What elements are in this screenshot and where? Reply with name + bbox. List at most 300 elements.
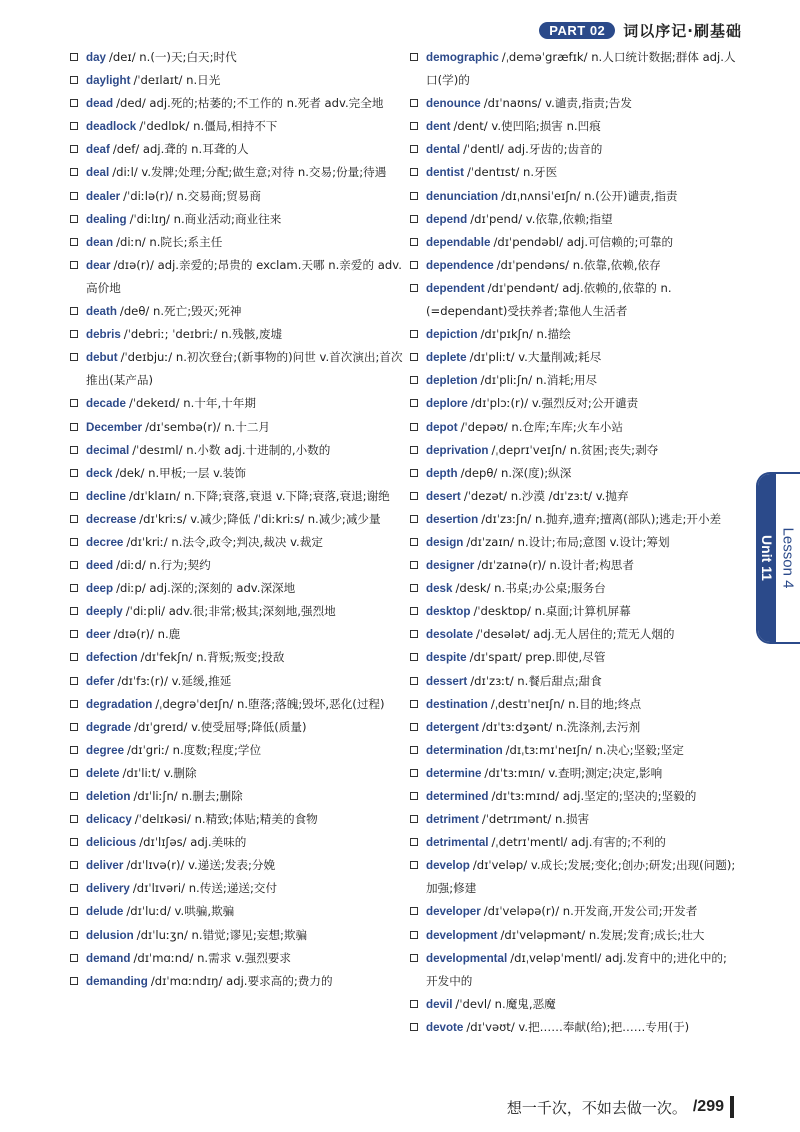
checkbox-icon[interactable] — [70, 792, 78, 800]
vocab-word: demand — [86, 951, 131, 965]
page-footer — [507, 1096, 734, 1118]
vocab-word: demographic — [426, 51, 499, 64]
checkbox-icon[interactable] — [410, 492, 418, 500]
vocab-entry — [70, 924, 406, 947]
checkbox-icon[interactable] — [410, 954, 418, 962]
checkbox-icon[interactable] — [70, 145, 78, 153]
vocab-definition: /dɪˈplɔː(r)/ v.强烈反对;公开谴责 — [470, 396, 639, 411]
vocab-definition: /dɪˈveləpmənt/ n.发展;发育;成长;壮大 — [500, 927, 705, 942]
checkbox-icon[interactable] — [410, 538, 418, 546]
vocab-definition: /dɪˌtɜːmɪˈneɪʃn/ n.决心;坚毅;坚定 — [505, 742, 684, 757]
vocab-entry — [410, 924, 736, 947]
vocab-definition: /dɪˈliːʃn/ n.删去;删除 — [133, 789, 243, 803]
vocab-definition: /dɪˈlɪvə(r)/ v.递送;发表;分娩 — [126, 858, 276, 873]
checkbox-icon[interactable] — [410, 469, 418, 477]
checkbox-icon[interactable] — [410, 261, 418, 269]
checkbox-icon[interactable] — [410, 907, 418, 915]
checkbox-icon[interactable] — [70, 723, 78, 731]
vocab-entry — [70, 92, 406, 115]
vocab-entry — [70, 623, 406, 646]
part-badge: PART 02 — [539, 22, 615, 39]
checkbox-icon[interactable] — [70, 192, 78, 200]
vocab-definition: /dɪˈspaɪt/ prep.即使,尽管 — [469, 650, 606, 665]
checkbox-icon[interactable] — [70, 538, 78, 546]
vocab-entry — [410, 947, 736, 993]
vocab-word: dead — [86, 97, 114, 111]
checkbox-icon[interactable] — [70, 76, 78, 84]
vocab-entry — [410, 185, 736, 208]
checkbox-icon[interactable] — [70, 954, 78, 962]
vocab-definition: /dɪˈzɜːt/ n.餐后甜点;甜食 — [470, 673, 602, 688]
vocab-word: dental — [426, 143, 461, 157]
checkbox-icon[interactable] — [410, 700, 418, 708]
vocab-word: dessert — [426, 674, 468, 688]
vocab-definition: /dɪˈpendəns/ n.依靠,依赖,依存 — [496, 257, 661, 272]
checkbox-icon[interactable] — [70, 122, 78, 130]
checkbox-icon[interactable] — [410, 653, 418, 661]
vocab-word: death — [86, 305, 117, 319]
vocab-definition: /dɪˈzaɪn/ n.设计;布局;意图 v.设计;筹划 — [466, 534, 670, 549]
vocab-definition: /dek/ n.甲板;一层 v.装饰 — [115, 465, 246, 480]
vocab-entry — [410, 785, 736, 808]
vocab-entry — [70, 138, 406, 161]
vocab-word: determine — [426, 766, 482, 780]
vocab-word: daylight — [86, 74, 131, 88]
checkbox-icon[interactable] — [70, 653, 78, 661]
checkbox-icon[interactable] — [70, 330, 78, 338]
vocab-definition: /dɪˈsembə(r)/ n.十二月 — [145, 419, 271, 434]
vocab-word: deliver — [86, 859, 124, 873]
vocab-definition: /ˈdedlɒk/ n.僵局,相持不下 — [139, 119, 278, 134]
vocab-word: develop — [426, 859, 470, 873]
checkbox-icon[interactable] — [70, 907, 78, 915]
vocab-entry — [70, 485, 406, 508]
checkbox-icon[interactable] — [70, 815, 78, 823]
vocab-definition: /deθ/ n.死亡;毁灭;死神 — [119, 304, 242, 319]
vocab-entry — [410, 138, 736, 161]
checkbox-icon[interactable] — [410, 607, 418, 615]
vocab-word: dear — [86, 258, 111, 272]
page-number: /299 — [692, 1098, 724, 1115]
vocab-word: deplete — [426, 351, 467, 365]
vocab-word: dealing — [86, 212, 127, 226]
checkbox-icon[interactable] — [410, 1023, 418, 1031]
checkbox-icon[interactable] — [410, 330, 418, 338]
vocab-definition: /ˈdiːlɪŋ/ n.商业活动;商业往来 — [129, 211, 282, 226]
checkbox-icon[interactable] — [70, 99, 78, 107]
vocab-entry — [410, 531, 736, 554]
vocab-entry — [410, 646, 736, 669]
checkbox-icon[interactable] — [410, 1000, 418, 1008]
checkbox-icon[interactable] — [70, 399, 78, 407]
vocab-definition: /dɪˈtɜːmɪnd/ adj.坚定的;坚决的;坚毅的 — [491, 789, 697, 803]
vocab-definition: /ˈdelɪkəsi/ n.精致;体贴;精美的食物 — [134, 812, 318, 827]
vocab-entry — [410, 623, 736, 646]
vocab-definition: /ˈdeɪlaɪt/ n.日光 — [133, 73, 221, 88]
vocab-definition: /dɪˈtɜːdʒənt/ n.洗涤剂,去污剂 — [481, 719, 641, 734]
vocab-definition: /ˈdesələt/ adj.无人居住的;荒无人烟的 — [476, 627, 675, 642]
vocab-word: denounce — [426, 97, 481, 111]
vocab-definition: /ˌdetrɪˈmentl/ adj.有害的;不利的 — [491, 835, 666, 850]
vocab-definition: /dɪˈfɜː(r)/ v.延缓,推延 — [117, 673, 232, 688]
vocab-entry — [70, 970, 406, 993]
checkbox-icon[interactable] — [70, 353, 78, 361]
checkbox-icon[interactable] — [70, 884, 78, 892]
right-column — [410, 46, 736, 1039]
vocab-definition: /dent/ v.使凹陷;损害 n.凹痕 — [453, 119, 601, 134]
checkbox-icon[interactable] — [70, 630, 78, 638]
vocab-word: depiction — [426, 328, 478, 342]
checkbox-icon[interactable] — [70, 677, 78, 685]
vocab-word: delete — [86, 766, 120, 780]
checkbox-icon[interactable] — [70, 931, 78, 939]
vocab-word: depend — [426, 212, 468, 226]
vocab-word: delicious — [86, 836, 137, 850]
vocab-word: detriment — [426, 813, 479, 827]
checkbox-icon[interactable] — [410, 446, 418, 454]
checkbox-icon[interactable] — [410, 145, 418, 153]
vocab-definition: /dɪə(r)/ adj.亲爱的;昂贵的 exclam.天哪 n.亲爱的 adv.高价地 — [86, 257, 402, 295]
checkbox-icon[interactable] — [410, 584, 418, 592]
vocab-entry — [70, 877, 406, 900]
vocab-definition: /ded/ adj.死的;枯萎的;不工作的 n.死者 adv.完全地 — [116, 96, 384, 111]
checkbox-icon[interactable] — [410, 122, 418, 130]
vocab-entry — [70, 208, 406, 231]
vocab-definition: /dɪˈzaɪnə(r)/ n.设计者;构思者 — [477, 558, 634, 573]
vocab-definition: /dɪˈpliːʃn/ n.消耗;用尽 — [480, 373, 598, 388]
vocab-entry — [410, 485, 736, 508]
vocab-definition: /dɪˈpliːt/ v.大量削减;耗尽 — [469, 350, 602, 365]
vocab-word: dent — [426, 120, 451, 134]
vocab-word: December — [86, 420, 143, 434]
vocab-entry — [70, 947, 406, 970]
vocab-entry — [70, 531, 406, 554]
vocab-definition: /diːl/ v.发牌;处理;分配;做生意;对待 n.交易;份量;待遇 — [112, 165, 387, 180]
checkbox-icon[interactable] — [410, 99, 418, 107]
vocab-definition: /dɪˈnaʊns/ v.谴责,指责;告发 — [483, 96, 632, 111]
vocab-word: denunciation — [426, 189, 499, 203]
vocab-definition: /dɪˈmɑːndɪŋ/ adj.要求高的;费力的 — [150, 973, 333, 988]
checkbox-icon[interactable] — [410, 746, 418, 754]
checkbox-icon[interactable] — [70, 861, 78, 869]
vocab-entry — [410, 831, 736, 854]
vocab-word: deadlock — [86, 120, 137, 134]
vocab-entry — [410, 993, 736, 1016]
checkbox-icon[interactable] — [410, 630, 418, 638]
checkbox-icon[interactable] — [410, 215, 418, 223]
vocab-definition: /ˌdeprɪˈveɪʃn/ n.贫困;丧失;剥夺 — [491, 442, 659, 457]
vocab-word: design — [426, 535, 464, 549]
vocab-entry — [70, 254, 406, 300]
vocab-definition: /dɪˈluːd/ v.哄骗,欺骗 — [126, 904, 235, 919]
vocab-entry — [410, 231, 736, 254]
checkbox-icon[interactable] — [410, 284, 418, 292]
checkbox-icon[interactable] — [70, 168, 78, 176]
lesson-label: Lesson 4 — [779, 527, 797, 589]
vocab-definition: /depθ/ n.深(度);纵深 — [460, 465, 572, 480]
vocab-definition: /dɪˈlɪʃəs/ adj.美味的 — [139, 835, 247, 850]
vocab-word: developer — [426, 905, 481, 919]
vocab-entry — [70, 161, 406, 184]
vocab-entry — [410, 462, 736, 485]
footer-motto: 想一千次，不如去做一次。 — [506, 1098, 687, 1117]
checkbox-icon[interactable] — [410, 792, 418, 800]
vocab-word: developmental — [426, 951, 508, 965]
vocab-word: degree — [86, 743, 125, 757]
vocab-definition: /ˌdegrəˈdeɪʃn/ n.堕落;落魄;毁坏,恶化(过程) — [155, 696, 385, 711]
vocab-entry — [410, 115, 736, 138]
vocab-definition: /dɪˈkriː/ n.法令,政令;判决,裁决 v.裁定 — [126, 534, 323, 549]
vocab-definition: /ˈdepəʊ/ n.仓库;车库;火车小站 — [460, 419, 623, 434]
vocab-word: deep — [86, 582, 114, 596]
vocab-entry — [70, 716, 406, 739]
vocab-entry — [70, 646, 406, 669]
vocab-word: decade — [86, 397, 126, 411]
vocab-definition: /desk/ n.书桌;办公桌;服务台 — [455, 581, 606, 596]
vocab-entry — [70, 554, 406, 577]
vocab-word: devil — [426, 997, 453, 1011]
checkbox-icon[interactable] — [70, 838, 78, 846]
vocab-entry — [70, 693, 406, 716]
checkbox-icon[interactable] — [70, 53, 78, 61]
checkbox-icon[interactable] — [410, 815, 418, 823]
vocab-entry — [70, 854, 406, 877]
vocab-definition: /ˈdevl/ n.魔鬼,恶魔 — [455, 996, 556, 1011]
checkbox-icon[interactable] — [410, 376, 418, 384]
checkbox-icon[interactable] — [410, 53, 418, 61]
checkbox-icon[interactable] — [70, 469, 78, 477]
vocab-entry — [410, 508, 736, 531]
vocab-word: desolate — [426, 628, 474, 642]
vocab-word: deck — [86, 466, 113, 480]
vocab-entry — [70, 739, 406, 762]
vocab-entry — [410, 46, 736, 92]
checkbox-icon[interactable] — [70, 746, 78, 754]
vocab-entry — [70, 900, 406, 923]
vocab-entry — [70, 231, 406, 254]
checkbox-icon[interactable] — [410, 838, 418, 846]
vocab-entry — [410, 900, 736, 923]
checkbox-icon[interactable] — [410, 399, 418, 407]
checkbox-icon[interactable] — [410, 561, 418, 569]
vocab-word: defer — [86, 674, 115, 688]
vocab-definition: /dɪˈluːʒn/ n.错觉;谬见;妄想;欺骗 — [136, 927, 308, 942]
vocab-word: deaf — [86, 143, 110, 157]
vocab-definition: /ˈdiːlə(r)/ n.交易商;贸易商 — [123, 188, 262, 203]
vocab-entry — [70, 762, 406, 785]
vocab-definition: /ˈdentɪst/ n.牙医 — [467, 165, 558, 180]
vocab-word: decrease — [86, 512, 137, 526]
unit-label-box — [758, 474, 776, 642]
checkbox-icon[interactable] — [70, 769, 78, 777]
vocab-word: designer — [426, 559, 475, 573]
vocab-entry — [70, 300, 406, 323]
vocab-entry — [70, 115, 406, 138]
vocab-definition: /dɪˈpend/ v.依靠,依赖;指望 — [470, 211, 613, 226]
checkbox-icon[interactable] — [410, 423, 418, 431]
vocab-word: depletion — [426, 374, 478, 388]
vocab-entry — [410, 693, 736, 716]
vocab-definition: /dɪˈpendəbl/ adj.可信赖的;可靠的 — [493, 234, 674, 249]
unit-label: Unit 11 — [759, 535, 775, 581]
vocab-word: defection — [86, 651, 138, 665]
vocab-word: dentist — [426, 166, 465, 180]
vocab-word: decline — [86, 489, 126, 503]
vocab-entry — [70, 323, 406, 346]
vocab-entry — [410, 762, 736, 785]
vocab-definition: /dɪˌnʌnsiˈeɪʃn/ n.(公开)谴责,指责 — [501, 188, 678, 203]
vocab-definition: /ˈdekeɪd/ n.十年,十年期 — [128, 396, 256, 411]
checkbox-icon[interactable] — [70, 561, 78, 569]
vocab-definition: /dɪˈlɪvəri/ n.传送;递送;交付 — [132, 881, 278, 896]
vocab-entry — [410, 577, 736, 600]
vocab-definition: /dɪə(r)/ n.鹿 — [113, 627, 181, 642]
checkbox-icon[interactable] — [410, 769, 418, 777]
vocab-word: deprivation — [426, 443, 489, 457]
vocab-word: deplore — [426, 397, 468, 411]
vocab-word: deeply — [86, 605, 123, 619]
vocab-word: deer — [86, 628, 111, 642]
vocab-definition: /dɪˈveləp/ v.成长;发展;变化;创办;研发;出现(问题);加强;修建 — [426, 858, 736, 896]
vocab-definition: /ˈdesɪml/ n.小数 adj.十进制的,小数的 — [132, 442, 331, 457]
vocab-word: deletion — [86, 790, 131, 803]
vocab-entry — [410, 277, 736, 323]
left-column — [70, 46, 406, 993]
page-header — [539, 20, 742, 40]
vocab-entry — [70, 785, 406, 808]
checkbox-icon[interactable] — [70, 446, 78, 454]
vocab-word: dependable — [426, 235, 491, 249]
vocab-definition: /ˈdentl/ adj.牙齿的;齿音的 — [463, 142, 603, 157]
vocab-entry — [70, 808, 406, 831]
vocab-definition: /diːp/ adj.深的;深刻的 adv.深深地 — [116, 581, 296, 596]
checkbox-icon[interactable] — [410, 353, 418, 361]
vocab-definition: /diːd/ n.行为;契约 — [116, 558, 211, 573]
vocab-definition: /diːn/ n.院长;系主任 — [116, 234, 223, 249]
vocab-definition: /dɪˈliːt/ v.删除 — [122, 765, 197, 780]
vocab-definition: /dɪˈgreɪd/ v.使受屈辱;降低(质量) — [134, 719, 307, 734]
vocab-entry — [410, 369, 736, 392]
vocab-word: despite — [426, 651, 467, 665]
checkbox-icon[interactable] — [70, 607, 78, 615]
checkbox-icon[interactable] — [70, 423, 78, 431]
vocab-definition: /dɪˈpɪkʃn/ n.描绘 — [480, 327, 571, 342]
checkbox-icon[interactable] — [70, 977, 78, 985]
vocab-entry — [410, 554, 736, 577]
checkbox-icon[interactable] — [410, 238, 418, 246]
vocab-entry — [410, 670, 736, 693]
vocab-entry — [410, 716, 736, 739]
checkbox-icon[interactable] — [410, 677, 418, 685]
vocab-entry — [70, 346, 406, 392]
vocab-definition: /ˈdiːpli/ adv.很;非常;极其;深刻地,强烈地 — [125, 604, 336, 619]
checkbox-icon[interactable] — [70, 261, 78, 269]
checkbox-icon[interactable] — [410, 931, 418, 939]
vocab-entry — [410, 254, 736, 277]
vocab-word: debut — [86, 351, 118, 365]
vocab-entry — [70, 46, 406, 69]
vocab-word: dependence — [426, 258, 494, 272]
vocab-entry — [70, 392, 406, 415]
vocab-definition: /dɪˈfekʃn/ n.背叛;叛变;投敌 — [140, 650, 285, 665]
vocab-entry — [70, 462, 406, 485]
checkbox-icon[interactable] — [410, 723, 418, 731]
vocab-word: delicacy — [86, 813, 132, 827]
vocab-entry — [70, 577, 406, 600]
vocab-definition: /ˌdeməˈgræfɪk/ n.人口统计数据;群体 adj.人口(学)的 — [426, 50, 736, 88]
page-number-bar — [730, 1096, 734, 1118]
vocab-entry — [410, 439, 736, 462]
checkbox-icon[interactable] — [70, 700, 78, 708]
checkbox-icon[interactable] — [70, 307, 78, 315]
vocab-definition: /dɪˈmɑːnd/ n.需求 v.强烈要求 — [133, 950, 291, 965]
vocab-entry — [70, 670, 406, 693]
checkbox-icon[interactable] — [70, 584, 78, 592]
vocab-entry — [410, 92, 736, 115]
vocab-definition: /dɪˈvəʊt/ v.把……奉献(给);把……专用(于) — [466, 1019, 690, 1034]
vocab-word: devote — [426, 1020, 464, 1034]
vocab-entry — [410, 1016, 736, 1039]
vocab-word: depot — [426, 420, 458, 434]
checkbox-icon[interactable] — [410, 168, 418, 176]
vocab-definition: /ˈdeɪbjuː/ n.初次登台;(新事物的)问世 v.首次演出;首次推出(某产品) — [86, 350, 403, 388]
vocab-definition: /ˈdezət/ n.沙漠 /dɪˈzɜːt/ v.抛弃 — [463, 488, 629, 503]
vocab-definition: /dɪˈzɜːʃn/ n.抛弃,遗弃;擅离(部队);逃走;开小差 — [481, 511, 722, 526]
vocab-word: demanding — [86, 974, 148, 988]
vocab-entry — [70, 600, 406, 623]
vocab-word: delude — [86, 905, 124, 919]
vocab-entry — [70, 508, 406, 531]
checkbox-icon[interactable] — [70, 238, 78, 246]
vocab-word: destination — [426, 697, 488, 711]
vocab-definition: /ˈdesktɒp/ n.桌面;计算机屏幕 — [473, 604, 631, 619]
vocab-entry — [70, 439, 406, 462]
checkbox-icon[interactable] — [70, 492, 78, 500]
vocab-word: delivery — [86, 882, 130, 896]
vocab-word: determination — [426, 743, 503, 757]
checkbox-icon[interactable] — [70, 515, 78, 523]
vocab-entry — [410, 392, 736, 415]
vocab-word: desk — [426, 582, 453, 596]
checkbox-icon[interactable] — [410, 861, 418, 869]
vocab-entry — [410, 208, 736, 231]
vocab-entry — [70, 185, 406, 208]
checkbox-icon[interactable] — [70, 215, 78, 223]
vocab-word: degradation — [86, 697, 153, 711]
checkbox-icon[interactable] — [410, 515, 418, 523]
vocab-word: deed — [86, 559, 114, 573]
vocab-word: dependent — [426, 281, 485, 295]
vocab-definition: /dɪˈkriːs/ v.减少;降低 /ˈdiːkriːs/ n.减少;减少量 — [139, 511, 381, 526]
checkbox-icon[interactable] — [410, 192, 418, 200]
vocab-definition: /deɪ/ n.(一)天;白天;时代 — [108, 50, 237, 64]
vocab-definition: /def/ adj.聋的 n.耳聋的人 — [112, 142, 249, 157]
vocab-definition: /dɪˈveləpə(r)/ n.开发商,开发公司;开发者 — [483, 904, 698, 919]
unit-side-tab — [756, 472, 800, 644]
vocab-definition: /ˈdebriː; ˈdeɪbriː/ n.残骸,废墟 — [123, 327, 283, 342]
vocab-entry — [70, 416, 406, 439]
vocab-word: detergent — [426, 720, 479, 734]
vocab-definition: /dɪˌveləpˈmentl/ adj.发育中的;进化中的;开发中的 — [426, 950, 727, 988]
vocab-definition: /dɪˈpendənt/ adj.依赖的,依靠的 n.(=dependant)受扶养者;靠他人生活者 — [426, 280, 672, 319]
vocab-word: decree — [86, 535, 124, 549]
vocab-word: degrade — [86, 720, 132, 734]
vocab-word: determined — [426, 790, 489, 803]
vocab-entry — [410, 416, 736, 439]
vocab-entry — [410, 854, 736, 900]
vocab-word: decimal — [86, 443, 130, 457]
vocab-word: day — [86, 51, 106, 64]
